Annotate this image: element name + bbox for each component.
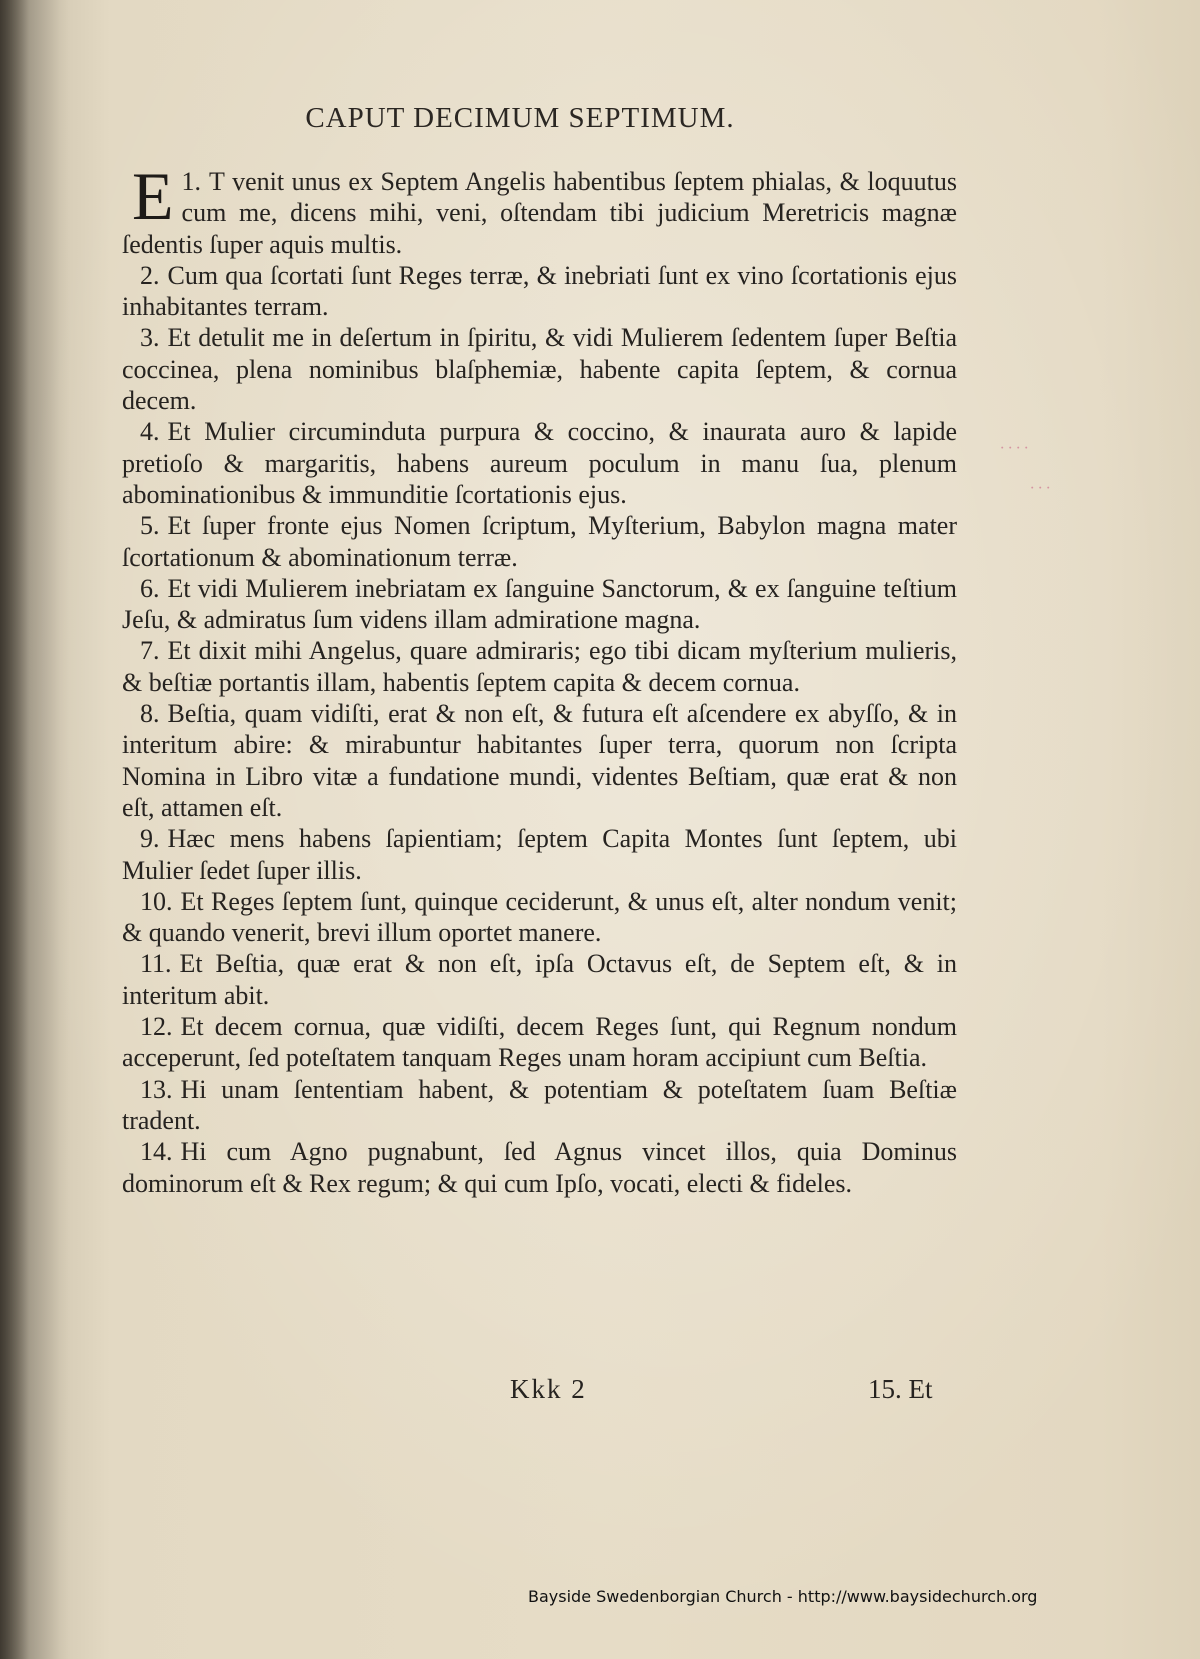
verse-number: 8. xyxy=(140,699,160,729)
verse-4 xyxy=(122,416,957,510)
verse-7 xyxy=(122,635,957,698)
verse-14 xyxy=(122,1136,957,1199)
catchword: 15. Et xyxy=(868,1374,933,1404)
chapter-heading: CAPUT DECIMUM SEPTIMUM. xyxy=(305,102,735,134)
verse-text: Et Beſtia, quæ erat & non eſt, ipſa Octavus eſt, de Septem eſt, & in interitum abit. xyxy=(122,949,957,1010)
verse-8 xyxy=(122,698,957,823)
verse-number: 14. xyxy=(140,1137,173,1167)
verse-number: 12. xyxy=(140,1012,173,1042)
verse-text: Cum qua ſcortati ſunt Reges terræ, & inebriati ſunt ex vino ſcortationis ejus inhabitantes terram. xyxy=(122,260,957,322)
verse-number: 2. xyxy=(140,260,160,290)
verse-text: Hæc mens habens ſapientiam; ſeptem Capita Montes ſunt ſeptem, ubi Mulier ſedet ſuper illis. xyxy=(122,824,957,885)
bleed-through-marks: · · · xyxy=(1030,480,1050,497)
verse-1 xyxy=(122,158,957,260)
verse-12 xyxy=(122,1011,957,1074)
verse-9 xyxy=(122,823,957,886)
verse-text: Et ſuper fronte ejus Nomen ſcriptum, Myſterium, Babylon magna mater ſcortationum & abominationum terræ. xyxy=(122,511,957,572)
verse-text: Hi cum Agno pugnabunt, ſed Agnus vincet illos, quia Dominus dominorum eſt & Rex regum; & qui cum Ipſo, vocati, electi & fideles. xyxy=(122,1137,957,1198)
verse-3 xyxy=(122,322,957,416)
verse-text: Et dixit mihi Angelus, quare admiraris; ego tibi dicam myſterium mulieris, & beſtiæ portantis illam, habentis ſeptem capita & decem cornua. xyxy=(122,636,957,697)
verse-number: 1. xyxy=(181,167,202,196)
verse-number: 13. xyxy=(140,1074,173,1104)
verse-number: 9. xyxy=(140,824,160,854)
verse-text: Et detulit me in deſertum in ſpiritu, & vidi Mulierem ſedentem ſuper Beſtia coccinea, plena nominibus blaſphemiæ, habente capita ſeptem, & cornua decem. xyxy=(122,323,957,416)
verse-text: Et Reges ſeptem ſunt, quinque ceciderunt, & unus eſt, alter nondum venit; & quando venerit, brevi illum oportet manere. xyxy=(122,886,957,948)
verse-10 xyxy=(122,886,957,949)
verse-text: Et Mulier circuminduta purpura & coccino, & inaurata auro & lapide pretioſo & margaritis, habens aureum poculum in manu ſua, plenum abominationibus & immunditie ſcortationis ejus. xyxy=(122,417,957,509)
verse-5 xyxy=(122,510,957,573)
bleed-through-marks: · · · · xyxy=(1000,440,1028,457)
verse-13 xyxy=(122,1074,957,1137)
verse-11 xyxy=(122,948,957,1011)
verse-2 xyxy=(122,260,957,323)
verse-6 xyxy=(122,573,957,636)
verse-text: Et decem cornua, quæ vidiſti, decem Reges ſunt, qui Regnum nondum acceperunt, ſed poteſtatem tanquam Reges unam horam accipiunt cum Beſtia. xyxy=(122,1012,957,1073)
verse-text-block xyxy=(122,158,957,1199)
verse-number: 3. xyxy=(140,323,160,353)
verse-text: T venit unus ex Septem Angelis habentibus ſeptem phialas, & loquutus cum me, dicens mihi, veni, oſtendam tibi judicium Meretricis magnæ ſedentis ſuper aquis multis. xyxy=(122,167,957,259)
verse-number: 10. xyxy=(140,886,173,916)
verse-text: Beſtia, quam vidiſti, erat & non eſt, & futura eſt aſcendere ex abyſſo, & in interitum abire: & mirabuntur habitantes ſuper terra, quorum non ſcripta Nomina in Libro vitæ a fundatione mundi, videntes Beſtiam, quæ erat & non eſt, attamen eſt. xyxy=(122,699,957,822)
verse-number: 7. xyxy=(140,636,160,666)
verse-number: 4. xyxy=(140,417,160,447)
verse-number: 11. xyxy=(140,949,172,979)
source-watermark: Bayside Swedenborgian Church - http://www.baysidechurch.org xyxy=(528,1587,1038,1606)
signature-mark: Kkk 2 xyxy=(510,1374,587,1404)
verse-text: Et vidi Mulierem inebriatam ex ſanguine Sanctorum, & ex ſanguine teſtium Jeſu, & admiratus ſum videns illam admiratione magna. xyxy=(122,573,957,635)
binding-gutter-shadow xyxy=(0,0,70,1659)
verse-number: 6. xyxy=(140,573,160,603)
verse-number: 5. xyxy=(140,511,160,541)
drop-cap-initial: E xyxy=(132,158,174,234)
verse-text: Hi unam ſententiam habent, & potentiam & poteſtatem ſuam Beſtiæ tradent. xyxy=(122,1074,957,1135)
